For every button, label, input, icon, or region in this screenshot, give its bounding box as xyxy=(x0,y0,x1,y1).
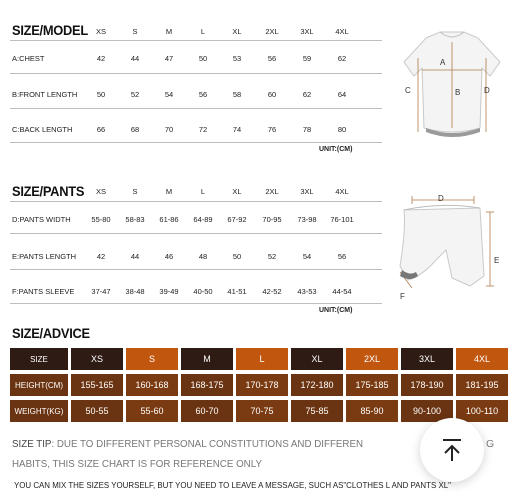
table-cell: 47 xyxy=(164,54,174,63)
table-cell: 54 xyxy=(302,252,312,261)
divider xyxy=(10,233,382,234)
advice-table-title: SIZE/ADVICE xyxy=(12,325,90,341)
table-cell: 52 xyxy=(130,90,140,99)
table-cell: 62 xyxy=(302,90,312,99)
table-cell: 46 xyxy=(164,252,174,261)
table-cell: 48 xyxy=(198,252,208,261)
table-cell: 76-101 xyxy=(330,215,354,224)
row-label: C:BACK LENGTH xyxy=(12,125,73,134)
jersey-letter-c: C xyxy=(405,86,411,95)
table-cell: 56 xyxy=(337,252,347,261)
table-cell: 74 xyxy=(232,125,242,134)
table-cell: 170-178 xyxy=(236,374,288,396)
table-cell: 172-180 xyxy=(291,374,343,396)
scroll-to-top-button[interactable] xyxy=(420,418,484,482)
advice-header-label: SIZE xyxy=(10,348,68,370)
table-row xyxy=(10,400,508,422)
table-cell: 55-80 xyxy=(91,215,111,224)
advice-size-header: 2XL xyxy=(346,348,398,370)
table-cell: 78 xyxy=(302,125,312,134)
table-cell: 61-86 xyxy=(159,215,179,224)
table-cell: 60-70 xyxy=(181,400,233,422)
pants-size-header: S xyxy=(132,187,138,196)
table-cell: 58 xyxy=(232,90,242,99)
row-label: E:PANTS LENGTH xyxy=(12,252,77,261)
size-tip-line-1 xyxy=(12,438,363,450)
table-cell: 168-175 xyxy=(181,374,233,396)
table-cell: 39-49 xyxy=(159,287,179,296)
table-cell: 42 xyxy=(96,252,106,261)
model-size-header: M xyxy=(165,27,173,36)
pants-diagram xyxy=(392,190,508,308)
table-cell: 42 xyxy=(96,54,106,63)
table-cell: 68 xyxy=(130,125,140,134)
table-cell: 38-48 xyxy=(125,287,145,296)
advice-size-header: S xyxy=(126,348,178,370)
pants-letter-f: F xyxy=(400,292,405,301)
divider xyxy=(10,269,382,270)
table-cell: 55-60 xyxy=(126,400,178,422)
advice-size-header: XS xyxy=(71,348,123,370)
table-cell: 43-53 xyxy=(297,287,317,296)
table-cell: 37-47 xyxy=(91,287,111,296)
advice-size-header: XL xyxy=(291,348,343,370)
table-cell: 50-55 xyxy=(71,400,123,422)
model-size-header: XS xyxy=(95,27,106,36)
table-cell: 44 xyxy=(130,252,140,261)
table-cell: 85-90 xyxy=(346,400,398,422)
table-cell: 90-100 xyxy=(401,400,453,422)
divider xyxy=(10,201,382,202)
table-cell: 53 xyxy=(232,54,242,63)
pants-size-header: XS xyxy=(95,187,106,196)
size-tip-label: SIZE TIP xyxy=(12,438,52,450)
table-cell: 73-98 xyxy=(297,215,317,224)
table-row xyxy=(10,374,508,396)
model-size-header: S xyxy=(132,27,138,36)
pants-size-header: 2XL xyxy=(265,187,279,196)
table-cell: 67-92 xyxy=(227,215,247,224)
divider xyxy=(10,142,382,143)
advice-size-header: M xyxy=(181,348,233,370)
pants-table-title: SIZE/PANTS xyxy=(12,183,85,199)
table-cell: 62 xyxy=(337,54,347,63)
arrow-up-to-top-icon xyxy=(440,437,464,463)
table-cell: 155-165 xyxy=(71,374,123,396)
table-cell: 70-75 xyxy=(236,400,288,422)
pants-size-header: M xyxy=(165,187,173,196)
jersey-letter-d: D xyxy=(484,86,490,95)
table-cell: 50 xyxy=(96,90,106,99)
model-size-header: XL xyxy=(232,27,242,36)
pants-letter-d: D xyxy=(438,194,444,203)
jersey-diagram xyxy=(396,28,508,142)
table-cell: 70-95 xyxy=(262,215,282,224)
row-label: WEIGHT(KG) xyxy=(10,400,68,422)
table-cell: 70 xyxy=(164,125,174,134)
pants-size-header: 4XL xyxy=(335,187,349,196)
table-cell: 44-54 xyxy=(332,287,352,296)
table-cell: 64-89 xyxy=(193,215,213,224)
table-cell: 75-85 xyxy=(291,400,343,422)
table-cell: 160-168 xyxy=(126,374,178,396)
advice-size-header: 4XL xyxy=(456,348,508,370)
model-size-header: 2XL xyxy=(265,27,279,36)
table-cell: 41-51 xyxy=(227,287,247,296)
model-table-title: SIZE/MODEL xyxy=(12,22,88,38)
row-label: B:FRONT LENGTH xyxy=(12,90,78,99)
table-cell: 178-190 xyxy=(401,374,453,396)
table-cell: 56 xyxy=(267,54,277,63)
table-cell: 59 xyxy=(302,54,312,63)
jersey-letter-b: B xyxy=(455,88,461,97)
size-tip-text: : DUE TO DIFFERENT PERSONAL CONSTITUTIONS AND DIFFEREN xyxy=(51,438,364,450)
advice-header-row xyxy=(10,348,508,370)
table-cell: 181-195 xyxy=(456,374,508,396)
advice-size-header: L xyxy=(236,348,288,370)
divider xyxy=(10,303,382,304)
table-cell: 42-52 xyxy=(262,287,282,296)
table-cell: 52 xyxy=(267,252,277,261)
table-cell: 40-50 xyxy=(193,287,213,296)
mix-sizes-note: YOU CAN MIX THE SIZES YOURSELF, BUT YOU NEED TO LEAVE A MESSAGE, SUCH AS"CLOTHES L AND PANTS XL" xyxy=(14,480,451,490)
divider xyxy=(10,73,382,74)
table-cell: 54 xyxy=(164,90,174,99)
divider xyxy=(10,40,382,41)
pants-size-header: L xyxy=(200,187,206,196)
pants-size-header: 3XL xyxy=(300,187,314,196)
table-cell: 56 xyxy=(198,90,208,99)
row-label: D:PANTS WIDTH xyxy=(12,215,71,224)
table-cell: 175-185 xyxy=(346,374,398,396)
unit-label: UNIT:(CM) xyxy=(319,307,353,314)
table-cell: 76 xyxy=(267,125,277,134)
table-cell: 50 xyxy=(232,252,242,261)
table-cell: 60 xyxy=(267,90,277,99)
pants-letter-e: E xyxy=(494,256,500,265)
model-size-header: 4XL xyxy=(335,27,349,36)
table-cell: 100-110 xyxy=(456,400,508,422)
size-tip-line-2: HABITS, THIS SIZE CHART IS FOR REFERENCE ONLY xyxy=(12,458,262,470)
table-cell: 72 xyxy=(198,125,208,134)
size-tip-tail: G xyxy=(486,438,495,450)
advice-size-header: 3XL xyxy=(401,348,453,370)
row-label: F:PANTS SLEEVE xyxy=(12,287,75,296)
jersey-letter-a: A xyxy=(440,58,446,67)
row-label: HEIGHT(CM) xyxy=(10,374,68,396)
table-cell: 80 xyxy=(337,125,347,134)
pants-size-header: XL xyxy=(232,187,242,196)
row-label: A:CHEST xyxy=(12,54,45,63)
model-size-header: L xyxy=(200,27,206,36)
table-cell: 66 xyxy=(96,125,106,134)
divider xyxy=(10,108,382,109)
unit-label: UNIT:(CM) xyxy=(319,146,353,153)
table-cell: 64 xyxy=(337,90,347,99)
table-cell: 50 xyxy=(198,54,208,63)
table-cell: 44 xyxy=(130,54,140,63)
model-size-header: 3XL xyxy=(300,27,314,36)
table-cell: 58-83 xyxy=(125,215,145,224)
